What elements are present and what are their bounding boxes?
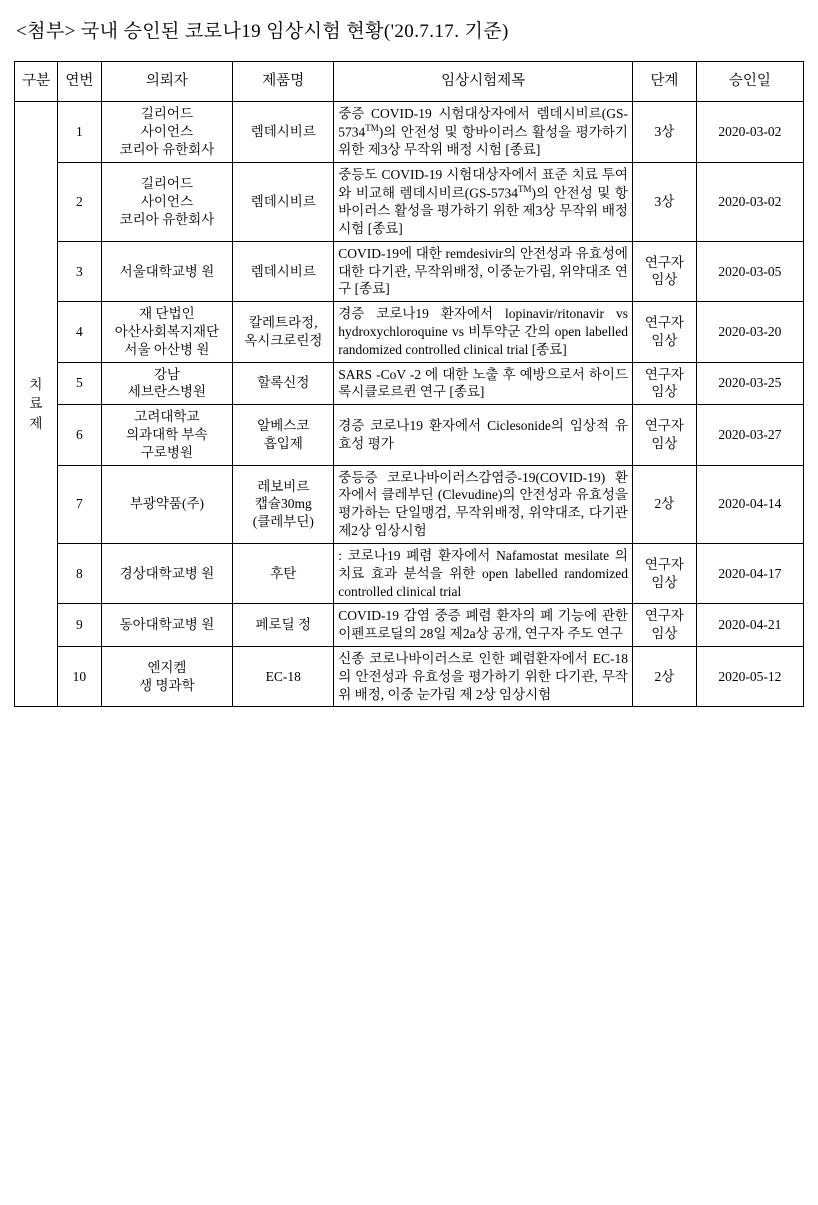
product-cell: 레보비르 캡슐30mg (클레부딘): [233, 465, 334, 543]
row-number: 8: [58, 543, 101, 603]
institution-cell: 동아대학교병 원: [101, 604, 233, 647]
trial-title-cell: : 코로나19 폐렴 환자에서 Nafamostat mesilate 의 치료 효과 분석을 위한 open labelled randomized controlled clinical trial: [334, 543, 633, 603]
table-body: [15, 102, 804, 707]
institution-cell: 서울대학교병 원: [101, 241, 233, 301]
table-row: [15, 543, 804, 603]
column-header-product: 제품명: [233, 62, 334, 102]
row-number: 4: [58, 302, 101, 362]
table-row: [15, 465, 804, 543]
table-row: [15, 302, 804, 362]
table-row: [15, 604, 804, 647]
approval-date-cell: 2020-05-12: [696, 646, 803, 706]
row-number: 1: [58, 102, 101, 163]
approval-date-cell: 2020-04-17: [696, 543, 803, 603]
trial-title-cell: 중증 COVID-19 시험대상자에서 렘데시비르(GS-5734™)의 안전성 및 항바이러스 활성을 평가하기 위한 제3상 무작위 배정 시험 [종료]: [334, 102, 633, 163]
trial-title-cell: SARS -CoV -2 에 대한 노출 후 예방으로서 하이드록시클로르퀸 연구 [종료]: [334, 362, 633, 405]
row-number: 6: [58, 405, 101, 465]
table-row: [15, 241, 804, 301]
product-cell: 렘데시비르: [233, 102, 334, 163]
approval-date-cell: 2020-03-02: [696, 102, 803, 163]
group-cell: [15, 102, 58, 707]
phase-cell: 연구자 임상: [632, 604, 696, 647]
row-number: 7: [58, 465, 101, 543]
trial-title-cell: COVID-19 감염 중증 폐렴 환자의 폐 기능에 관한 이펜프로딜의 28일 제2a상 공개, 연구자 주도 연구: [334, 604, 633, 647]
phase-cell: 3상: [632, 162, 696, 241]
product-cell: EC-18: [233, 646, 334, 706]
trial-title-cell: 경증 코로나19 환자에서 lopinavir/ritonavir vs hydroxychloroquine vs 비투약군 간의 open labelled randomized controlled clinical trial [종료]: [334, 302, 633, 362]
group-label: 치 료 제: [29, 376, 43, 431]
column-header-phase: 단계: [632, 62, 696, 102]
table-row: [15, 162, 804, 241]
row-number: 2: [58, 162, 101, 241]
table-row: [15, 362, 804, 405]
product-cell: 칼레트라정, 옥시크로린정: [233, 302, 334, 362]
institution-cell: 부광약품(주): [101, 465, 233, 543]
approval-date-cell: 2020-03-25: [696, 362, 803, 405]
approval-date-cell: 2020-03-20: [696, 302, 803, 362]
phase-cell: 연구자 임상: [632, 543, 696, 603]
column-header-no: 연번: [58, 62, 101, 102]
phase-cell: 3상: [632, 102, 696, 163]
column-header-date: 승인일: [696, 62, 803, 102]
column-header-title: 임상시험제목: [334, 62, 633, 102]
institution-cell: 경상대학교병 원: [101, 543, 233, 603]
phase-cell: 2상: [632, 465, 696, 543]
row-number: 10: [58, 646, 101, 706]
institution-cell: 길리어드 사이언스 코리아 유한회사: [101, 162, 233, 241]
column-header-group: 구분: [15, 62, 58, 102]
approval-date-cell: 2020-03-27: [696, 405, 803, 465]
trial-title-cell: 신종 코로나바이러스로 인한 폐렴환자에서 EC-18의 안전성과 유효성을 평가하기 위한 다기관, 무작위 배정, 이중 눈가림 제 2상 임상시험: [334, 646, 633, 706]
column-header-institution: 의뢰자: [101, 62, 233, 102]
phase-cell: 연구자 임상: [632, 302, 696, 362]
phase-cell: 연구자 임상: [632, 362, 696, 405]
institution-cell: 고려대학교 의과대학 부속 구로병원: [101, 405, 233, 465]
institution-cell: 재 단법인 아산사회복지재단 서울 아산병 원: [101, 302, 233, 362]
product-cell: 후탄: [233, 543, 334, 603]
product-cell: 알베스코 흡입제: [233, 405, 334, 465]
row-number: 5: [58, 362, 101, 405]
institution-cell: 엔지켐 생 명과학: [101, 646, 233, 706]
product-cell: 렘데시비르: [233, 241, 334, 301]
product-cell: 페로딜 정: [233, 604, 334, 647]
product-cell: 할록신정: [233, 362, 334, 405]
row-number: 3: [58, 241, 101, 301]
phase-cell: 연구자 임상: [632, 241, 696, 301]
approval-date-cell: 2020-04-14: [696, 465, 803, 543]
product-cell: 렘데시비르: [233, 162, 334, 241]
table-row: [15, 102, 804, 163]
trial-title-cell: 중등증 코로나바이러스감염증-19(COVID-19) 환자에서 클레부딘 (Clevudine)의 안전성과 유효성을 평가하는 단일맹검, 무작위배정, 위약대조, 다기관 제2상 임상시험: [334, 465, 633, 543]
page-title: <첨부> 국내 승인된 코로나19 임상시험 현황('20.7.17. 기준): [16, 21, 509, 42]
row-number: 9: [58, 604, 101, 647]
approval-date-cell: 2020-04-21: [696, 604, 803, 647]
trial-title-cell: COVID-19에 대한 remdesivir의 안전성과 유효성에 대한 다기관, 무작위배정, 이중눈가림, 위약대조 연구 [종료]: [334, 241, 633, 301]
clinical-trials-table: [14, 61, 804, 707]
table-row: [15, 646, 804, 706]
approval-date-cell: 2020-03-02: [696, 162, 803, 241]
table-header-row: [15, 62, 804, 102]
trial-title-cell: 중등도 COVID-19 시험대상자에서 표준 치료 투여와 비교해 렘데시비르(GS-5734™)의 안전성 및 항바이러스 활성을 평가하기 위한 제3상 무작위 배정 시험 [종료]: [334, 162, 633, 241]
institution-cell: 길리어드 사이언스 코리아 유한회사: [101, 102, 233, 163]
approval-date-cell: 2020-03-05: [696, 241, 803, 301]
phase-cell: 2상: [632, 646, 696, 706]
table-row: [15, 405, 804, 465]
institution-cell: 강남 세브란스병원: [101, 362, 233, 405]
trial-title-cell: 경증 코로나19 환자에서 Ciclesonide의 임상적 유효성 평가: [334, 405, 633, 465]
phase-cell: 연구자 임상: [632, 405, 696, 465]
